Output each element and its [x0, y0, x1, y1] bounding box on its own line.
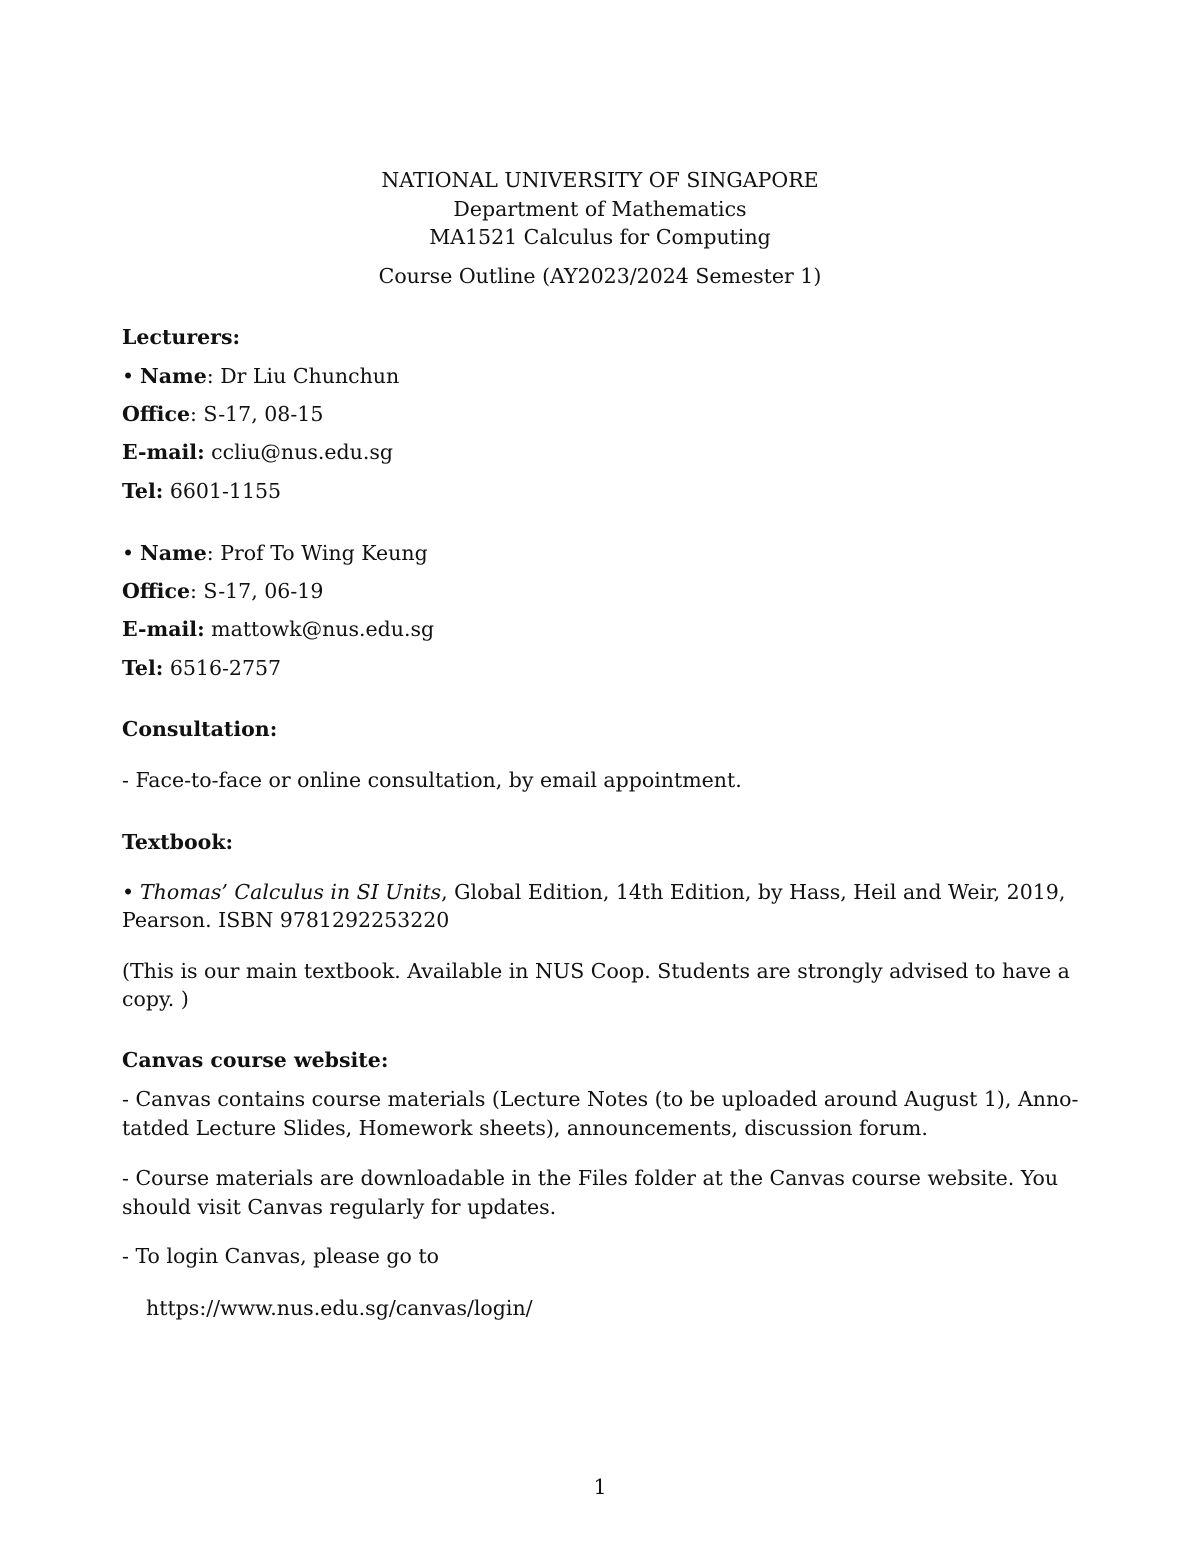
textbook-title: Thomas’ Calculus in SI Units [140, 880, 442, 904]
canvas-paragraph-1-line-2: tatded Lecture Slides, Homework sheets), announcements, discussion forum. [122, 1116, 928, 1140]
textbook-heading: Textbook: [122, 830, 234, 854]
tel-label: Tel: [122, 656, 164, 680]
page-number: 1 [593, 1475, 607, 1499]
canvas-login-url[interactable]: https://www.nus.edu.sg/canvas/login/ [146, 1296, 533, 1320]
textbook-note-line-1: (This is our main textbook. Available in NUS Coop. Students are strongly advised to have a [122, 959, 1070, 983]
tel-label: Tel: [122, 479, 164, 503]
canvas-paragraph-1-line-1: - Canvas contains course materials (Lecture Notes (to be uploaded around August 1), Anno- [122, 1087, 1079, 1111]
lecturer-1-tel: 6601-1155 [163, 479, 282, 503]
name-label: Name [140, 364, 207, 388]
office-label: Office [122, 402, 190, 426]
lecturer-2-email: mattowk@nus.edu.sg [204, 617, 435, 641]
lecturer-1-office-line [122, 400, 1072, 429]
email-label: E-mail: [122, 440, 205, 464]
lecturer-1-email: ccliu@nus.edu.sg [204, 440, 393, 464]
textbook-entry-line-1 [122, 878, 1072, 907]
lecturer-2-tel-line [122, 654, 1072, 683]
lecturer-2-tel: 6516-2757 [163, 656, 282, 680]
consultation-heading: Consultation: [122, 717, 278, 741]
lecturer-1-office: : S-17, 08-15 [190, 402, 324, 426]
canvas-paragraph-2-line-2: should visit Canvas regularly for updates. [122, 1195, 557, 1219]
name-label: Name [140, 541, 207, 565]
department-name: Department of Mathematics [453, 197, 747, 221]
canvas-heading: Canvas course website: [122, 1048, 389, 1072]
lecturers-heading: Lecturers: [122, 325, 241, 349]
lecturer-2-email-line [122, 615, 1072, 644]
lecturer-2-name-line [122, 539, 1072, 568]
lecturer-1-email-line [122, 438, 1072, 467]
textbook-details: , Global Edition, 14th Edition, by Hass, Heil and Weir, 2019, [441, 880, 1066, 904]
lecturer-2-office-line [122, 577, 1072, 606]
bullet-icon: • [122, 541, 135, 565]
course-outline-title: Course Outline (AY2023/2024 Semester 1) [378, 264, 822, 288]
lecturer-1-name: : Dr Liu Chunchun [206, 364, 400, 388]
university-title: NATIONAL UNIVERSITY OF SINGAPORE [381, 168, 819, 192]
lecturer-1-name-line [122, 362, 1072, 391]
consultation-text: - Face-to-face or online consultation, by email appointment. [122, 768, 742, 792]
textbook-note-line-2: copy. ) [122, 987, 189, 1011]
course-title: MA1521 Calculus for Computing [429, 225, 771, 249]
textbook-entry-line-2: Pearson. ISBN 9781292253220 [122, 908, 450, 932]
office-label: Office [122, 579, 190, 603]
lecturer-2-name: : Prof To Wing Keung [206, 541, 428, 565]
canvas-paragraph-2-line-1: - Course materials are downloadable in the Files folder at the Canvas course website. You [122, 1166, 1059, 1190]
bullet-icon: • [122, 880, 135, 904]
lecturer-2-office: : S-17, 06-19 [190, 579, 324, 603]
canvas-paragraph-3: - To login Canvas, please go to [122, 1244, 439, 1268]
email-label: E-mail: [122, 617, 205, 641]
bullet-icon: • [122, 364, 135, 388]
lecturer-1-tel-line [122, 477, 1072, 506]
